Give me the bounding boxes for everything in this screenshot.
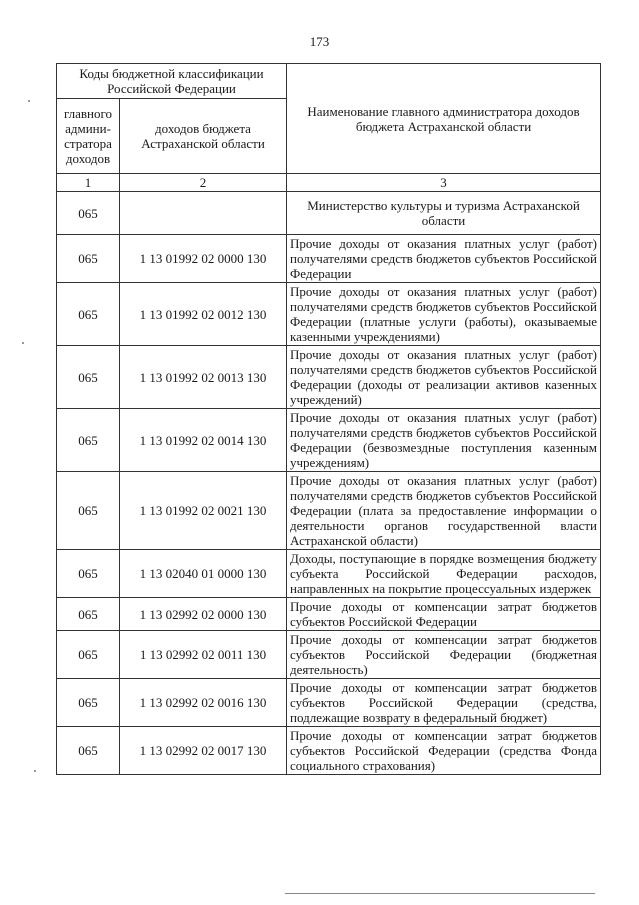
admin-code-cell: 065 bbox=[57, 472, 120, 550]
ministry-row bbox=[57, 192, 601, 235]
income-name-cell: Прочие доходы от оказания платных услуг (работ) получателями средств бюджетов субъектов Российской Федерации bbox=[287, 235, 601, 283]
table-row bbox=[57, 679, 601, 727]
income-name-cell: Прочие доходы от оказания платных услуг (работ) получателями средств бюджетов субъектов Российской Федерации (платные услуги (работы), оказываемые казенными учреждениями) bbox=[287, 283, 601, 346]
admin-code-cell: 065 bbox=[57, 346, 120, 409]
admin-code-cell: 065 bbox=[57, 727, 120, 775]
table-row bbox=[57, 409, 601, 472]
income-code-cell: 1 13 02992 02 0017 130 bbox=[120, 727, 287, 775]
column-number: 2 bbox=[120, 174, 287, 192]
income-code-cell bbox=[120, 192, 287, 235]
table-row bbox=[57, 727, 601, 775]
header-row-group bbox=[57, 64, 601, 99]
admin-code-cell: 065 bbox=[57, 192, 120, 235]
income-code-cell: 1 13 01992 02 0013 130 bbox=[120, 346, 287, 409]
name-column-header: Наименование главного администратора доходов бюджета Астраханской области bbox=[287, 64, 601, 174]
income-name-cell: Прочие доходы от оказания платных услуг (работ) получателями средств бюджетов субъектов Российской Федерации (плата за предоставление информации о деятельности органов государственной власти Астраханской области) bbox=[287, 472, 601, 550]
column-number: 1 bbox=[57, 174, 120, 192]
codes-group-header: Коды бюджетной классификации Российской Федерации bbox=[57, 64, 287, 99]
income-name-cell: Прочие доходы от компенсации затрат бюджетов субъектов Российской Федерации (средства, подлежащие возврату в федеральный бюджет) bbox=[287, 679, 601, 727]
income-code-cell: 1 13 01992 02 0021 130 bbox=[120, 472, 287, 550]
table-row bbox=[57, 598, 601, 631]
income-name-cell: Доходы, поступающие в порядке возмещения бюджету субъекта Российской Федерации расходов, направленных на покрытие процессуальных издержек bbox=[287, 550, 601, 598]
income-code-cell: 1 13 02992 02 0000 130 bbox=[120, 598, 287, 631]
income-name-cell: Прочие доходы от оказания платных услуг (работ) получателями средств бюджетов субъектов Российской Федерации (безвозмездные поступления казенным учреждениям) bbox=[287, 409, 601, 472]
page-number: 173 bbox=[309, 34, 330, 49]
budget-classification-table bbox=[56, 63, 601, 775]
scan-speck bbox=[34, 770, 36, 772]
income-name-cell: Прочие доходы от компенсации затрат бюджетов субъектов Российской Федерации (средства Фонда социального страхования) bbox=[287, 727, 601, 775]
table-row bbox=[57, 472, 601, 550]
income-code-cell: 1 13 02040 01 0000 130 bbox=[120, 550, 287, 598]
column-number: 3 bbox=[287, 174, 601, 192]
scan-edge-line bbox=[285, 893, 595, 894]
income-column-header: доходов бюджета Астраханской области bbox=[120, 99, 287, 174]
admin-code-cell: 065 bbox=[57, 631, 120, 679]
table-row bbox=[57, 283, 601, 346]
table-row bbox=[57, 346, 601, 409]
admin-column-header: главного админи-стратора доходов bbox=[57, 99, 120, 174]
admin-code-cell: 065 bbox=[57, 283, 120, 346]
scan-speck bbox=[22, 342, 24, 344]
income-code-cell: 1 13 02992 02 0016 130 bbox=[120, 679, 287, 727]
admin-code-cell: 065 bbox=[57, 409, 120, 472]
table-row bbox=[57, 631, 601, 679]
admin-code-cell: 065 bbox=[57, 598, 120, 631]
scan-speck bbox=[28, 100, 30, 102]
column-number-row bbox=[57, 174, 601, 192]
ministry-name-cell: Министерство культуры и туризма Астраханской области bbox=[287, 192, 601, 235]
income-code-cell: 1 13 01992 02 0014 130 bbox=[120, 409, 287, 472]
income-name-cell: Прочие доходы от компенсации затрат бюджетов субъектов Российской Федерации (бюджетная деятельность) bbox=[287, 631, 601, 679]
income-name-cell: Прочие доходы от оказания платных услуг (работ) получателями средств бюджетов субъектов Российской Федерации (доходы от реализации активов казенных учреждений) bbox=[287, 346, 601, 409]
admin-code-cell: 065 bbox=[57, 550, 120, 598]
income-code-cell: 1 13 02992 02 0011 130 bbox=[120, 631, 287, 679]
income-code-cell: 1 13 01992 02 0000 130 bbox=[120, 235, 287, 283]
table-row bbox=[57, 550, 601, 598]
admin-code-cell: 065 bbox=[57, 235, 120, 283]
table-row bbox=[57, 235, 601, 283]
income-name-cell: Прочие доходы от компенсации затрат бюджетов субъектов Российской Федерации bbox=[287, 598, 601, 631]
income-code-cell: 1 13 01992 02 0012 130 bbox=[120, 283, 287, 346]
admin-code-cell: 065 bbox=[57, 679, 120, 727]
